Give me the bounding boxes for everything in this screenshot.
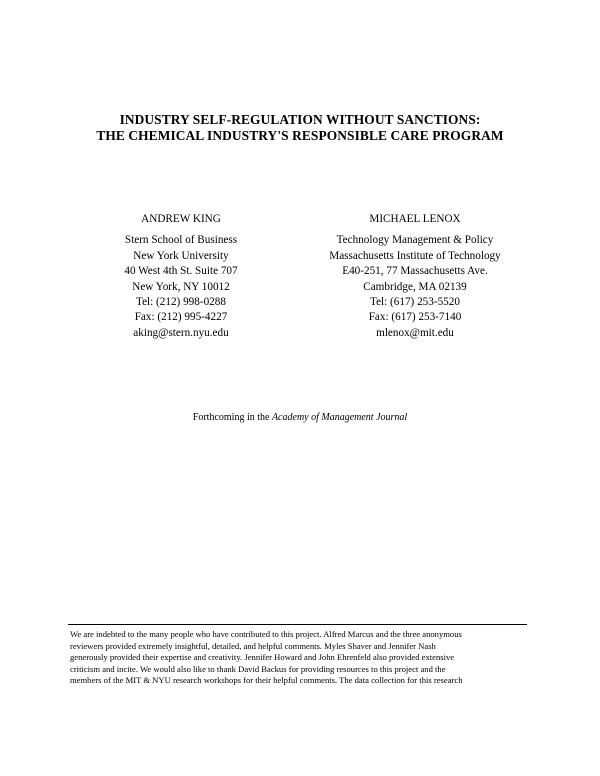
author-block-king: [80, 212, 282, 341]
journal-name: Academy of Management Journal: [271, 412, 408, 423]
author-city: Cambridge, MA 02139: [363, 280, 467, 293]
footnote-line: reviewers provided extremely insightful, detailed, and helpful comments. Myles Shaver and Jennifer Nash: [70, 640, 436, 651]
author-fax: Fax: (617) 253-7140: [368, 311, 462, 324]
author-name: ANDREW KING: [141, 213, 221, 225]
title-line-1: INDUSTRY SELF-REGULATION WITHOUT SANCTIONS:: [119, 112, 481, 127]
author-affiliation: Stern School of Business: [124, 234, 238, 247]
author-email: aking@stern.nyu.edu: [133, 326, 229, 339]
forthcoming-prefix: Forthcoming in the: [192, 412, 272, 423]
forthcoming-note: [0, 411, 600, 424]
footnote-line: members of the MIT & NYU research workshops for their helpful comments. The data collection for this research: [70, 675, 463, 686]
footnote-line: generously provided their expertise and creativity. Jennifer Howard and John Ehrenfeld also provided extensive: [70, 652, 455, 663]
author-institution: Massachusetts Institute of Technology: [329, 249, 501, 262]
author-fax: Fax: (212) 995-4227: [134, 311, 228, 324]
author-phone: Tel: (212) 998-0288: [136, 296, 226, 309]
footnote-line: criticism and incite. We would also like to thank David Backus for providing resources to this project and the: [70, 663, 446, 674]
acknowledgements-footnote: [70, 629, 530, 687]
author-block-lenox: [300, 212, 530, 341]
author-phone: Tel: (617) 253-5520: [370, 296, 460, 309]
author-name: MICHAEL LENOX: [369, 213, 461, 225]
title-line-2: THE CHEMICAL INDUSTRY'S RESPONSIBLE CARE PROGRAM: [96, 128, 504, 143]
footnote-divider: [68, 624, 527, 625]
paper-title: [0, 112, 600, 144]
author-city: New York, NY 10012: [132, 280, 230, 293]
author-street-address: E40-251, 77 Massachusetts Ave.: [342, 265, 488, 278]
author-affiliation: Technology Management & Policy: [336, 234, 494, 247]
footnote-line: We are indebted to the many people who have contributed to this project. Alfred Marcus and the three anonymous: [70, 629, 462, 639]
author-street-address: 40 West 4th St. Suite 707: [124, 265, 238, 278]
author-email: mlenox@mit.edu: [376, 326, 454, 339]
author-institution: New York University: [133, 249, 229, 262]
